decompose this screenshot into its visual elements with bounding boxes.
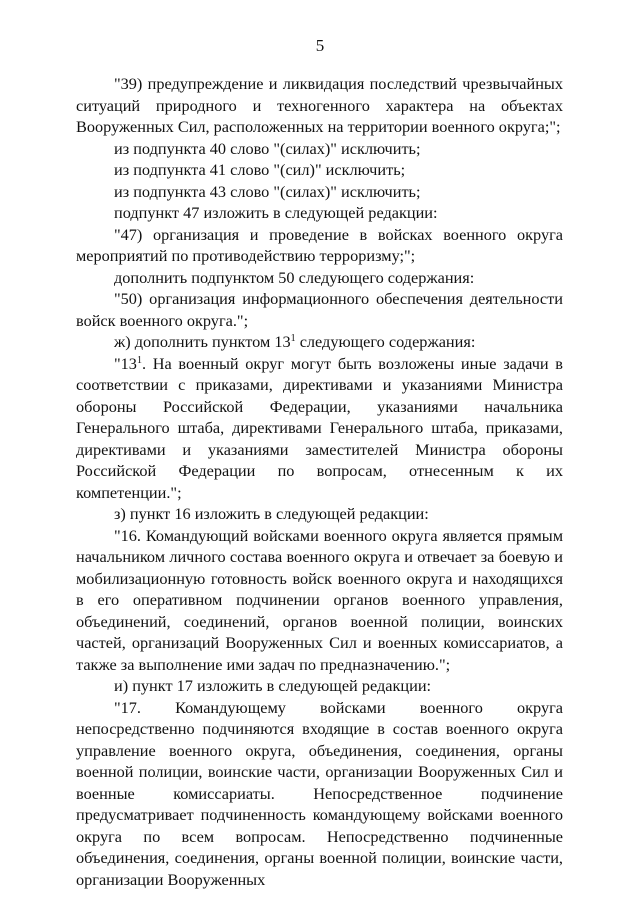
paragraph-item-50: "50) организация информационного обеспечения деятельности войск военного округа."; bbox=[76, 289, 563, 330]
paragraph-item-17: "17. Командующему войсками военного округа непосредственно подчиняются входящие в состав военного округа управление военного округа, объединения, соединения, органы военной полиции, воинские части, организации Вооруженных Сил и военные комиссариаты. Непосредственное подчинение предусматривает подчиненность командующему войсками военного округа по всем вопросам. Непосредственно подчиненные объединения, соединения, органы военной полиции, воинские части, организации Вооруженных bbox=[76, 697, 563, 889]
paragraph-item-16: "16. Командующий войсками военного округа является прямым начальником личного состава военного округа и отвечает за боевую и мобилизационную готовность войск военного округа и находящихся в его оперативном подчинении органов военного управления, объединений, соединений, органов военной полиции, воинских частей, организаций Вооруженных Сил и военных комиссариатов, а также за выполнение ими задач по предназначению."; bbox=[76, 525, 563, 674]
superscript: 1 bbox=[290, 333, 296, 344]
document-body bbox=[76, 73, 563, 890]
paragraph-subitem-41: из подпункта 41 слово "(сил)" исключить; bbox=[114, 160, 406, 179]
paragraph-subitem-50-instruction: дополнить подпунктом 50 следующего содержания: bbox=[114, 267, 475, 287]
paragraph-subitem-47-instruction: подпункт 47 изложить в следующей редакции: bbox=[114, 203, 438, 222]
page-number: 5 bbox=[315, 36, 325, 55]
paragraph-item-13-1 bbox=[76, 353, 563, 504]
paragraph-subitem-43: из подпункта 43 слово "(силах)" исключить; bbox=[114, 181, 421, 201]
paragraph-item-47: "47) организация и проведение в войсках военного округа мероприятий по противодействию терроризму;"; bbox=[76, 224, 563, 265]
paragraph-point-i: и) пункт 17 изложить в следующей редакции: bbox=[114, 676, 432, 695]
paragraph-item-39: "39) предупреждение и ликвидация последствий чрезвычайных ситуаций природного и техногенного характера на объектах Вооруженных Сил, расположенных на территории военного округа;"; bbox=[76, 74, 563, 136]
paragraph-text-part: . На военный округ могут быть возложены иные задачи в соответствии с приказами, директивами и указаниями Министра обороны Российской Федерации, указаниями начальника Генерального штаба, директивами Генерального штаба, приказами, директивами и указаниями заместителей Министра обороны Российской Федерации по вопросам, отнесенным к их компетенции."; bbox=[76, 353, 563, 502]
paragraph-text-part: "13 bbox=[114, 353, 137, 373]
paragraph-subitem-40: из подпункта 40 слово "(силах)" исключить; bbox=[114, 138, 421, 158]
paragraph-text-part: следующего содержания: bbox=[295, 332, 476, 351]
paragraph-text-part: ж) дополнить пунктом 13 bbox=[114, 332, 291, 351]
superscript: 1 bbox=[136, 354, 142, 366]
paragraph-point-zh bbox=[76, 331, 563, 353]
paragraph-point-z: з) пункт 16 изложить в следующей редакции: bbox=[114, 504, 429, 523]
